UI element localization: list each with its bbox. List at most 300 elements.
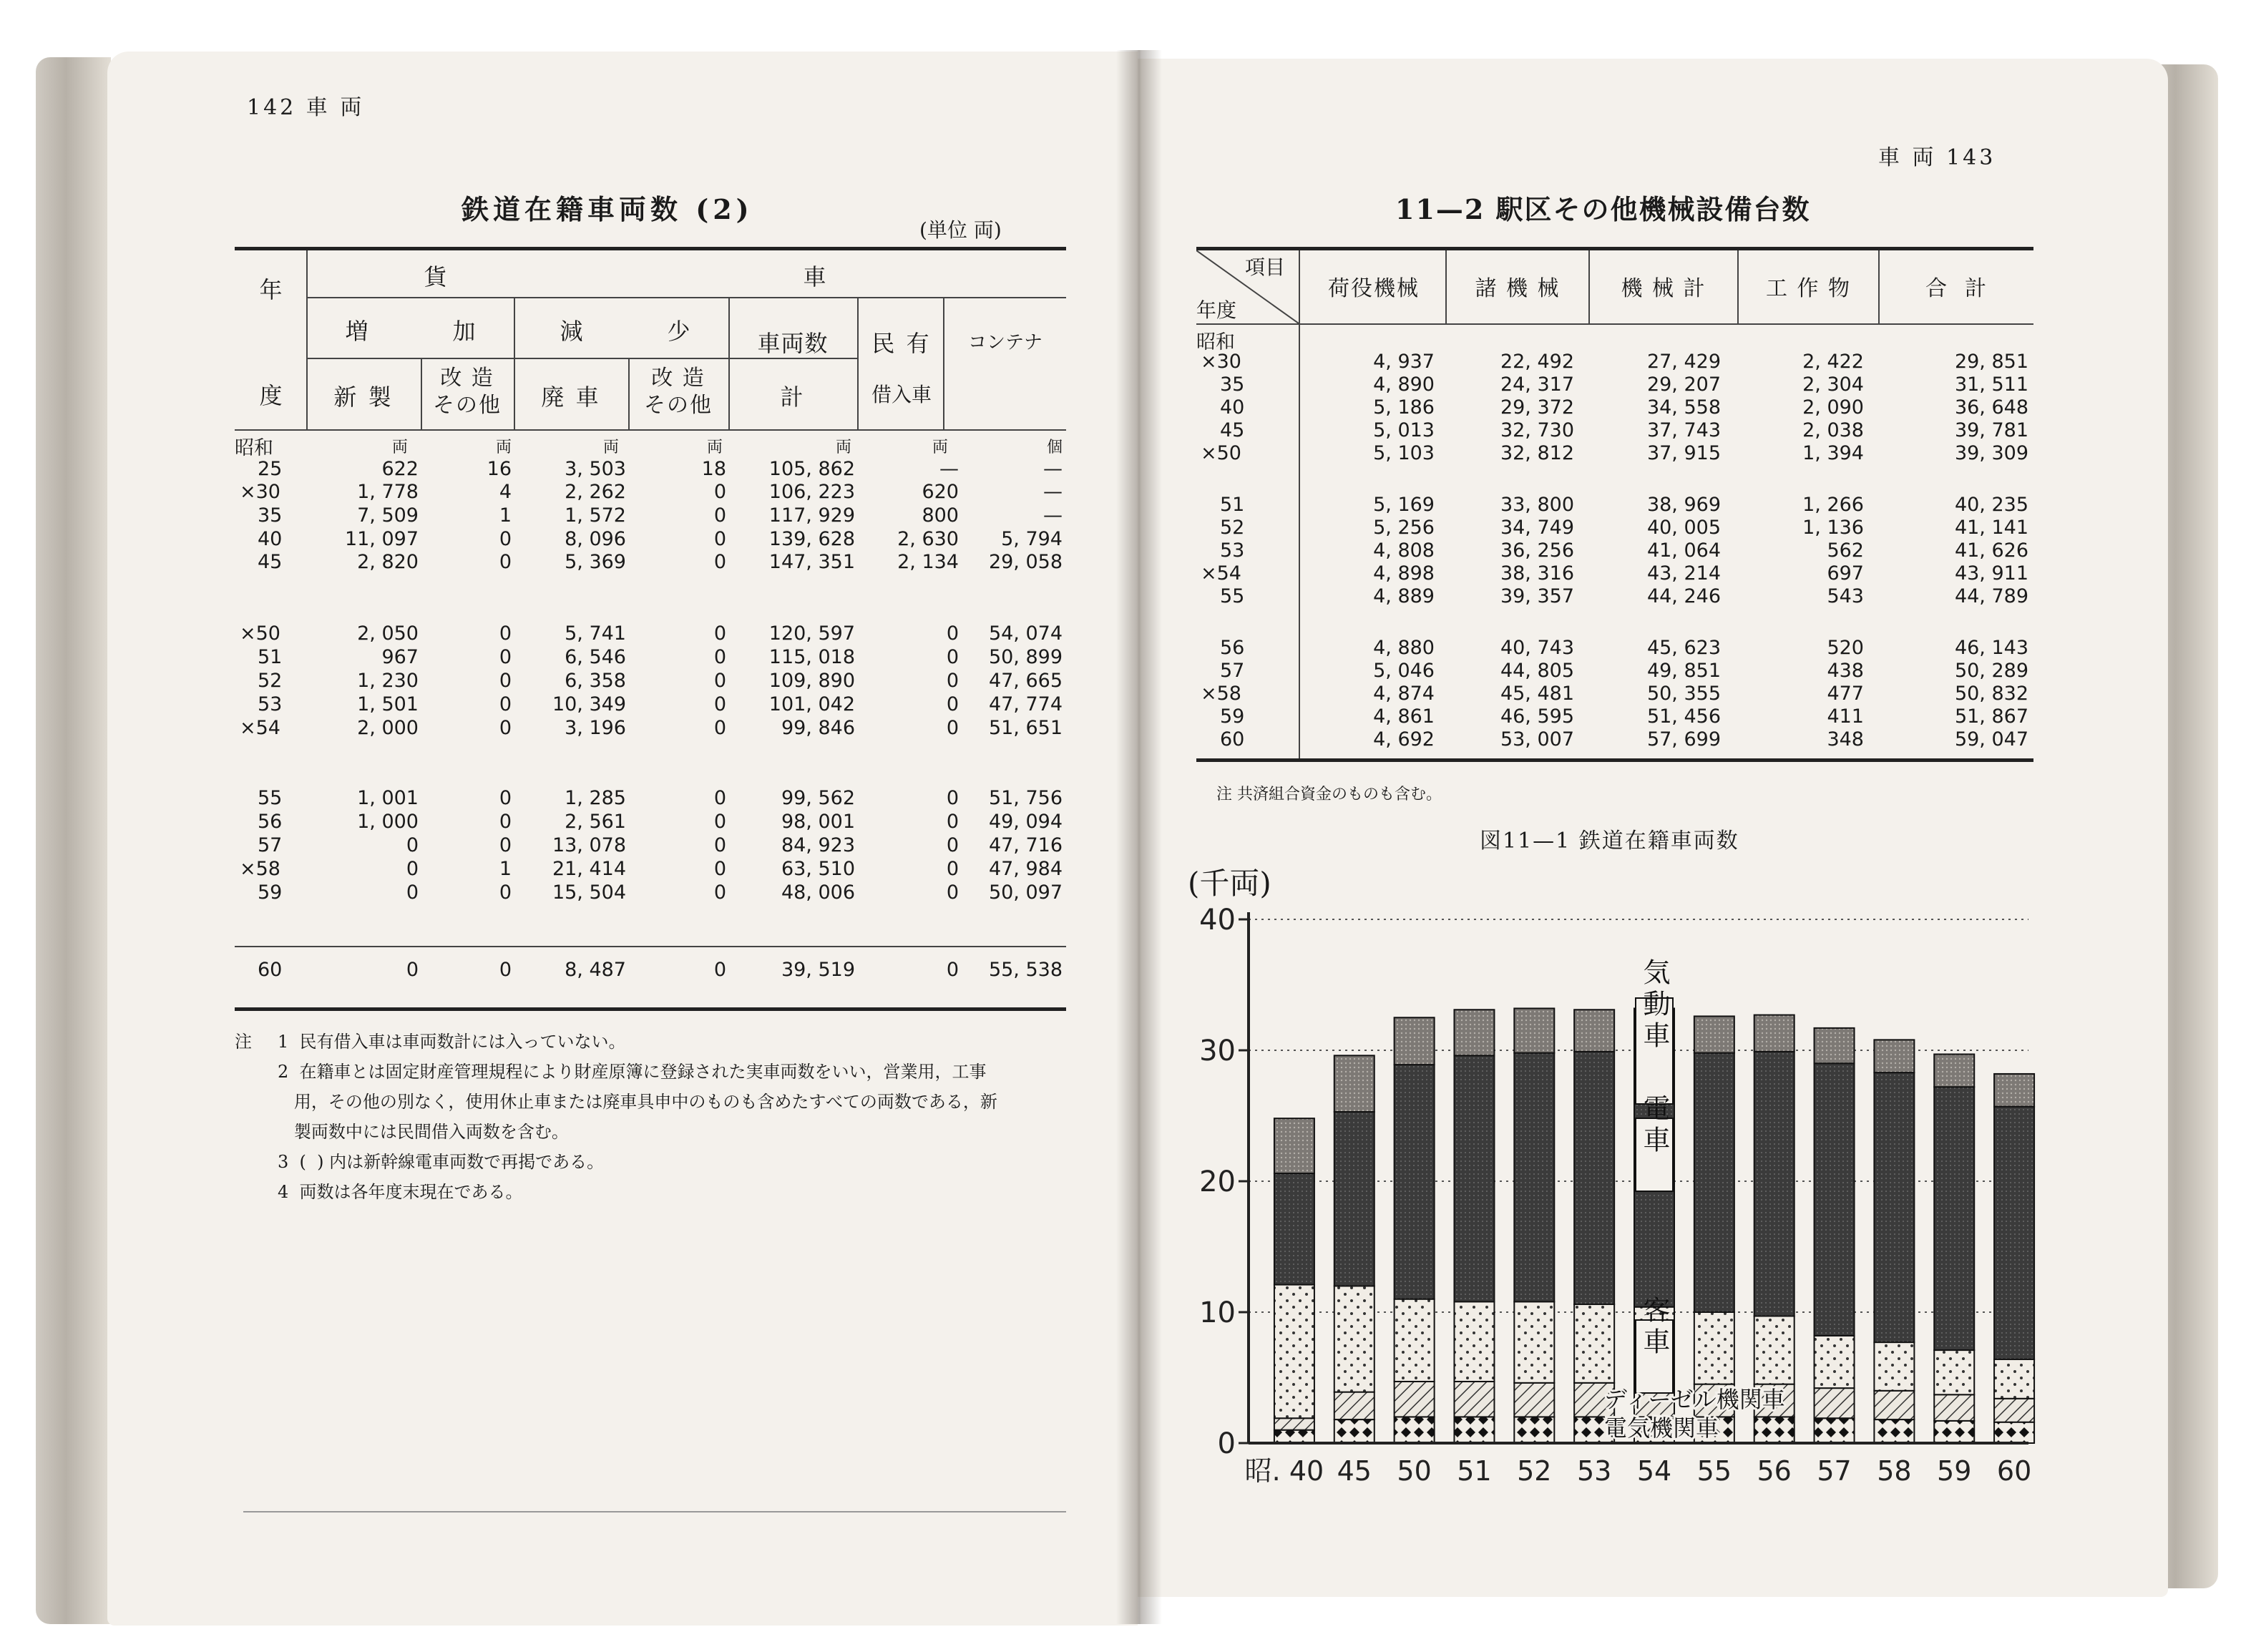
cell-scrap: 15, 504 (552, 881, 626, 904)
header-container: コンテナ (967, 332, 1042, 353)
cell-misc: 24, 317 (1500, 373, 1574, 396)
cell-new: 967 (381, 646, 419, 668)
cell-remodel-inc: 0 (499, 693, 512, 715)
series-label (1604, 1386, 1785, 1413)
cell-struct: 477 (1827, 683, 1864, 705)
column-divider (943, 297, 944, 429)
row-year: ×30 (240, 481, 280, 503)
notes-label: 注 (235, 1032, 252, 1052)
cell-new: 1, 230 (357, 670, 419, 692)
bar-segment-electric-car (1994, 1107, 2034, 1359)
series-label-text: 電車 (1639, 1094, 1670, 1157)
cell-scrap: 10, 349 (552, 693, 626, 715)
cell-remodel-dec: 0 (713, 959, 726, 981)
cell-mtotal: 34, 558 (1646, 396, 1721, 419)
row-year: ×54 (1201, 562, 1241, 585)
row-year: ×30 (1201, 351, 1241, 373)
cell-cargo: 4, 880 (1373, 637, 1435, 659)
cell-private: 2, 134 (897, 551, 959, 573)
cell-mtotal: 29, 207 (1646, 373, 1721, 396)
right-table-title: 11—2 駅区その他機械設備台数 (1395, 193, 1811, 225)
cell-misc: 33, 800 (1500, 494, 1574, 516)
cell-total: 109, 890 (768, 670, 855, 692)
cell-mtotal: 43, 214 (1646, 562, 1721, 585)
bar-segment-passenger-car (1274, 1285, 1314, 1419)
cell-remodel-inc: 0 (499, 717, 512, 739)
bar-segment-diesel-railcar (1934, 1054, 1974, 1087)
total-row-rule (235, 946, 1066, 947)
cell-scrap: 3, 196 (565, 717, 626, 739)
vehicle-stacked-bar-chart (1181, 898, 2039, 1528)
bar-segment-diesel-railcar (1454, 1010, 1494, 1055)
cell-struct: 1, 136 (1802, 517, 1864, 539)
bar-segment-diesel-locomotive (1454, 1382, 1494, 1417)
cell-container: 29, 058 (988, 551, 1063, 573)
cell-scrap: 6, 358 (565, 670, 626, 692)
left-page-edge (36, 57, 111, 1624)
cell-struct: 1, 266 (1802, 494, 1864, 516)
cell-cargo: 4, 890 (1373, 373, 1435, 396)
cell-private: 620 (922, 481, 959, 503)
cell-remodel-inc: 1 (499, 858, 512, 880)
x-tick-label: 昭. 40 (1244, 1455, 1324, 1487)
cell-private: 800 (922, 504, 959, 527)
bar-segment-passenger-car (1754, 1316, 1794, 1384)
cell-container: 50, 899 (988, 646, 1063, 668)
header-col: 諸 機 械 (1475, 276, 1561, 301)
cell-container: 47, 665 (988, 670, 1063, 692)
cell-cargo: 4, 898 (1373, 562, 1435, 585)
cell-cargo: 4, 861 (1373, 705, 1435, 728)
bar-segment-diesel-railcar (1334, 1055, 1374, 1112)
cell-new: 0 (406, 834, 419, 856)
cell-mtotal: 40, 005 (1646, 517, 1721, 539)
row-year: 40 (258, 528, 283, 550)
bar-segment-diesel-railcar (1274, 1118, 1314, 1173)
cell-remodel-dec: 0 (713, 811, 726, 833)
cell-scrap: 2, 561 (565, 811, 626, 833)
header-col: 工 作 物 (1765, 276, 1852, 301)
cell-remodel-dec: 0 (713, 528, 726, 550)
cell-private: 0 (946, 834, 959, 856)
cell-total: 39, 309 (1954, 442, 2028, 464)
cell-total: 105, 862 (768, 458, 855, 480)
cell-private: 0 (946, 670, 959, 692)
x-tick-label: 59 (1937, 1455, 1972, 1487)
header-car-count: 車両数 (757, 330, 829, 357)
cell-mtotal: 38, 969 (1646, 494, 1721, 516)
cell-misc: 32, 812 (1500, 442, 1574, 464)
cell-new: 0 (406, 881, 419, 904)
cell-struct: 2, 304 (1802, 373, 1864, 396)
unit-label: 個 (1046, 439, 1063, 456)
cell-container: — (1043, 481, 1063, 503)
cell-cargo: 5, 046 (1373, 660, 1435, 682)
cell-private: 0 (946, 646, 959, 668)
series-label (1636, 958, 1673, 1104)
header-private: 民 有 (871, 330, 932, 357)
unit-label: 両 (495, 439, 512, 456)
bar-segment-electric-car (1694, 1053, 1734, 1312)
cell-remodel-inc: 16 (487, 458, 512, 480)
cell-mtotal: 44, 246 (1646, 585, 1721, 607)
cell-remodel-dec: 0 (713, 693, 726, 715)
cell-remodel-dec: 0 (713, 834, 726, 856)
bar-segment-electric-car (1454, 1055, 1494, 1301)
header-item: 項目 (1245, 255, 1286, 279)
bar-segment-diesel-railcar (1395, 1017, 1435, 1065)
cell-scrap: 8, 096 (565, 528, 626, 550)
cell-struct: 697 (1827, 562, 1864, 585)
cell-misc: 32, 730 (1500, 419, 1574, 441)
bar-segment-diesel-locomotive (1274, 1418, 1314, 1429)
bar-segment-diesel-railcar (1815, 1028, 1855, 1063)
row-year: ×58 (240, 858, 280, 880)
cell-struct: 1, 394 (1802, 442, 1864, 464)
bar-segment-diesel-railcar (1514, 1008, 1554, 1052)
page-footer-rule (243, 1511, 1066, 1512)
table-bottom-rule (235, 1007, 1066, 1011)
header-remodel-dec: 改 造 その他 (644, 366, 713, 418)
cell-total: 117, 929 (768, 504, 855, 527)
x-tick-label: 58 (1877, 1455, 1912, 1487)
cell-scrap: 3, 503 (565, 458, 626, 480)
cell-remodel-inc: 0 (499, 528, 512, 550)
row-year: ×50 (240, 622, 280, 645)
left-page-header: 142 車 両 (247, 95, 365, 120)
cell-container: 47, 984 (988, 858, 1063, 880)
cell-new: 11, 097 (344, 528, 419, 550)
header-col: 機 械 計 (1621, 276, 1706, 301)
header-decrease: 減 (560, 318, 585, 345)
cell-new: 0 (406, 858, 419, 880)
cell-total: 51, 867 (1954, 705, 2028, 728)
note-line: 3 ( ) 内は新幹線電車両数で再掲である。 (278, 1152, 605, 1172)
cell-cargo: 5, 013 (1373, 419, 1435, 441)
bar-segment-diesel-railcar (1994, 1074, 2034, 1107)
row-year: 56 (1220, 637, 1245, 659)
bar-segment-passenger-car (1934, 1350, 1974, 1394)
cell-cargo: 5, 169 (1373, 494, 1435, 516)
cell-struct: 348 (1827, 728, 1864, 751)
cell-total: 39, 519 (781, 959, 855, 981)
cell-private: 0 (946, 717, 959, 739)
bar-segment-electric-locomotive (1334, 1419, 1374, 1443)
bar-segment-diesel-locomotive (1874, 1391, 1914, 1419)
left-table-title: 鉄道在籍車両数 (2) (462, 193, 753, 225)
cell-total: 36, 648 (1954, 396, 2028, 419)
cell-new: 1, 000 (357, 811, 419, 833)
header-bottom-rule (1196, 323, 2033, 325)
cell-total: 147, 351 (768, 551, 855, 573)
cell-misc: 46, 595 (1500, 705, 1574, 728)
cell-private: 0 (946, 959, 959, 981)
cell-remodel-inc: 0 (499, 551, 512, 573)
cell-cargo: 5, 256 (1373, 517, 1435, 539)
cell-misc: 53, 007 (1500, 728, 1574, 751)
row-year: 59 (258, 881, 283, 904)
bar-segment-passenger-car (1994, 1359, 2034, 1399)
cell-cargo: 4, 808 (1373, 539, 1435, 562)
column-divider (628, 358, 630, 429)
bar-segment-electric-locomotive (1874, 1419, 1914, 1443)
row-year: ×50 (1201, 442, 1241, 464)
row-year: 60 (258, 959, 283, 981)
cell-misc: 29, 372 (1500, 396, 1574, 419)
cell-remodel-inc: 0 (499, 646, 512, 668)
row-year: 57 (1220, 660, 1245, 682)
cell-remodel-inc: 0 (499, 834, 512, 856)
bar-segment-electric-car (1274, 1173, 1314, 1285)
row-year: 25 (258, 458, 283, 480)
cell-cargo: 5, 186 (1373, 396, 1435, 419)
bar-segment-passenger-car (1815, 1336, 1855, 1388)
cell-misc: 38, 316 (1500, 562, 1574, 585)
cell-total: 41, 141 (1954, 517, 2028, 539)
bar-segment-electric-car (1334, 1112, 1374, 1286)
cell-container: — (1043, 458, 1063, 480)
header-freight: 貨 (424, 263, 449, 290)
cell-misc: 45, 481 (1500, 683, 1574, 705)
column-divider (514, 297, 515, 429)
cell-container: 50, 097 (988, 881, 1063, 904)
cell-private: — (939, 458, 959, 480)
cell-total: 120, 597 (768, 622, 855, 645)
bar-segment-electric-car (1815, 1063, 1855, 1336)
cell-private: 0 (946, 881, 959, 904)
cell-total: 99, 846 (781, 717, 855, 739)
cell-mtotal: 41, 064 (1646, 539, 1721, 562)
cell-new: 7, 509 (357, 504, 419, 527)
cell-misc: 36, 256 (1500, 539, 1574, 562)
cell-total: 43, 911 (1954, 562, 2028, 585)
column-divider (1299, 250, 1300, 760)
header-car-count-total: 計 (780, 383, 806, 411)
cell-remodel-dec: 0 (713, 670, 726, 692)
cell-scrap: 1, 285 (565, 787, 626, 809)
cell-private: 0 (946, 693, 959, 715)
era-label: 昭和 (1196, 331, 1235, 353)
right-note: 注 共済組合資金のものも含む。 (1216, 786, 1442, 803)
table-top-rule (235, 247, 1066, 250)
cell-total: 115, 018 (768, 646, 855, 668)
cell-struct: 2, 038 (1802, 419, 1864, 441)
bar-segment-diesel-railcar (1754, 1015, 1794, 1052)
column-divider (857, 297, 859, 429)
cell-scrap: 2, 262 (565, 481, 626, 503)
cell-mtotal: 51, 456 (1646, 705, 1721, 728)
bar-segment-diesel-locomotive (1514, 1383, 1554, 1417)
cell-scrap: 13, 078 (552, 834, 626, 856)
cell-remodel-inc: 4 (499, 481, 512, 503)
book-gutter (1116, 50, 1162, 1624)
right-page-header: 車 両 143 (1878, 145, 1996, 170)
cell-container: 51, 651 (988, 717, 1063, 739)
cell-mtotal: 37, 915 (1646, 442, 1721, 464)
cell-new: 622 (381, 458, 419, 480)
cell-new: 2, 820 (357, 551, 419, 573)
cell-new: 1, 778 (357, 481, 419, 503)
left-unit-label: (単位 両) (919, 218, 1002, 242)
x-tick-label: 55 (1696, 1455, 1732, 1487)
row-year: 40 (1220, 396, 1245, 419)
cell-remodel-inc: 0 (499, 787, 512, 809)
bar-segment-passenger-car (1454, 1301, 1494, 1382)
cell-total: 101, 042 (768, 693, 855, 715)
cell-total: 50, 289 (1954, 660, 2028, 682)
cell-new: 2, 050 (357, 622, 419, 645)
bar-segment-passenger-car (1874, 1342, 1914, 1391)
cell-struct: 411 (1827, 705, 1864, 728)
note-line: 4 両数は各年度末現在である。 (278, 1182, 523, 1202)
header-divider (308, 297, 1066, 298)
cell-remodel-inc: 0 (499, 622, 512, 645)
cell-remodel-inc: 0 (499, 881, 512, 904)
header-car: 車 (803, 263, 829, 290)
y-tick-label: 0 (1217, 1427, 1236, 1460)
series-label (1636, 1094, 1673, 1191)
series-label-text: 気動車 (1639, 958, 1670, 1052)
row-year: 51 (1220, 494, 1245, 516)
x-tick-label: 45 (1337, 1455, 1372, 1487)
bar-segment-diesel-railcar (1574, 1010, 1614, 1052)
cell-total: 46, 143 (1954, 637, 2028, 659)
bar-segment-electric-locomotive (1754, 1417, 1794, 1443)
bar-segment-electric-car (1754, 1052, 1794, 1316)
bar-segment-electric-locomotive (1395, 1417, 1435, 1443)
x-tick-label: 56 (1757, 1455, 1792, 1487)
cell-cargo: 4, 889 (1373, 585, 1435, 607)
cell-total: 31, 511 (1954, 373, 2028, 396)
x-tick-label: 52 (1517, 1455, 1552, 1487)
bar-segment-electric-locomotive (1274, 1430, 1314, 1443)
bar-segment-diesel-locomotive (1395, 1382, 1435, 1417)
row-year: 59 (1220, 705, 1245, 728)
cell-container: 55, 538 (988, 959, 1063, 981)
cell-total: 39, 781 (1954, 419, 2028, 441)
bar-segment-passenger-car (1334, 1286, 1374, 1392)
cell-remodel-dec: 0 (713, 646, 726, 668)
cell-scrap: 5, 369 (565, 551, 626, 573)
note-line: 用，その他の別なく，使用休止車または廃車具申中のものも含めたすべての両数である，新 (278, 1092, 997, 1112)
x-tick-label: 57 (1817, 1455, 1852, 1487)
series-label-text: 客車 (1639, 1296, 1670, 1359)
bar-segment-diesel-locomotive (1815, 1388, 1855, 1418)
header-increase: 増 (345, 318, 371, 345)
row-year: 60 (1220, 728, 1245, 751)
bar-segment-electric-car (1574, 1052, 1614, 1304)
row-year: 55 (1220, 585, 1245, 607)
series-label (1636, 1296, 1673, 1393)
row-year: 45 (1220, 419, 1245, 441)
unit-label: 両 (602, 439, 619, 456)
cell-mtotal: 27, 429 (1646, 351, 1721, 373)
bar-segment-diesel-locomotive (1934, 1394, 1974, 1421)
row-year: 56 (258, 811, 283, 833)
cell-mtotal: 50, 355 (1646, 683, 1721, 705)
table-top-rule (1196, 247, 2033, 250)
header-increase2: 加 (452, 318, 478, 345)
cell-private: 2, 630 (897, 528, 959, 550)
header-col: 合 計 (1925, 276, 1988, 301)
figure-caption: 図11—1 鉄道在籍車両数 (1480, 829, 1739, 854)
header-year-bottom: 度 (259, 382, 285, 409)
cell-total: 98, 001 (781, 811, 855, 833)
cell-container: — (1043, 504, 1063, 527)
bar-segment-passenger-car (1694, 1312, 1734, 1384)
bar-segment-electric-locomotive (1934, 1421, 1974, 1443)
cell-container: 51, 756 (988, 787, 1063, 809)
cell-remodel-inc: 0 (499, 670, 512, 692)
bar-segment-electric-locomotive (1454, 1417, 1494, 1443)
cell-total: 50, 832 (1954, 683, 2028, 705)
cell-struct: 543 (1827, 585, 1864, 607)
unit-label: 両 (835, 439, 851, 456)
bar-segment-passenger-car (1514, 1301, 1554, 1382)
header-col: 荷役機械 (1328, 276, 1420, 301)
cell-scrap: 6, 546 (565, 646, 626, 668)
cell-remodel-dec: 0 (713, 717, 726, 739)
header-private-borrowed: 借入車 (871, 383, 932, 406)
note-line: 1 民有借入車は車両数計には入っていない。 (278, 1032, 626, 1052)
cell-new: 2, 000 (357, 717, 419, 739)
cell-cargo: 4, 937 (1373, 351, 1435, 373)
bar-segment-diesel-locomotive (1334, 1392, 1374, 1419)
bar-segment-electric-car (1395, 1065, 1435, 1299)
cell-remodel-dec: 0 (713, 881, 726, 904)
cell-remodel-dec: 0 (713, 787, 726, 809)
row-year: 35 (1220, 373, 1245, 396)
note-line: 製両数中には民間借入両数を含む。 (278, 1122, 569, 1142)
header-scrap: 廃 車 (541, 383, 601, 411)
cell-misc: 40, 743 (1500, 637, 1574, 659)
chart-unit-label: (千両) (1188, 866, 1271, 901)
cell-total: 106, 223 (768, 481, 855, 503)
bar-segment-passenger-car (1395, 1299, 1435, 1382)
row-year: 53 (1220, 539, 1245, 562)
cell-scrap: 21, 414 (552, 858, 626, 880)
bar-segment-diesel-locomotive (1994, 1399, 2034, 1422)
series-label-text: ディーゼル機関車 (1604, 1386, 1785, 1413)
y-tick-label: 30 (1199, 1035, 1236, 1067)
row-year: 35 (258, 504, 283, 527)
cell-mtotal: 45, 623 (1646, 637, 1721, 659)
x-tick-label: 60 (1996, 1455, 2032, 1487)
bar-segment-electric-car (1874, 1072, 1914, 1342)
cell-total: 40, 235 (1954, 494, 2028, 516)
x-tick-label: 51 (1457, 1455, 1492, 1487)
series-label (1604, 1414, 1719, 1442)
note-line: 2 在籍車とは固定財産管理規程により財産原簿に登録された実車両数をいい，営業用，工事 (278, 1062, 987, 1082)
cell-total: 139, 628 (768, 528, 855, 550)
cell-container: 47, 774 (988, 693, 1063, 715)
cell-cargo: 4, 874 (1373, 683, 1435, 705)
cell-total: 99, 562 (781, 787, 855, 809)
row-year: 53 (258, 693, 283, 715)
cell-total: 59, 047 (1954, 728, 2028, 751)
bar-segment-electric-locomotive (1514, 1417, 1554, 1443)
bar-segment-electric-car (1934, 1087, 1974, 1350)
era-label: 昭和 (235, 437, 273, 459)
row-year: 52 (258, 670, 283, 692)
column-divider (728, 297, 730, 429)
cell-mtotal: 37, 743 (1646, 419, 1721, 441)
cell-remodel-dec: 0 (713, 481, 726, 503)
row-year: 55 (258, 787, 283, 809)
cell-cargo: 5, 103 (1373, 442, 1435, 464)
cell-remodel-inc: 0 (499, 811, 512, 833)
cell-struct: 2, 090 (1802, 396, 1864, 419)
